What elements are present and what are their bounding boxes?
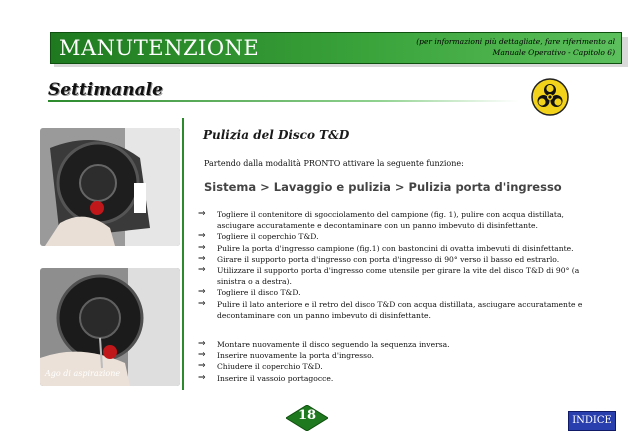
biohazard-icon xyxy=(531,78,569,116)
list-item xyxy=(198,299,593,321)
photo-caption: Ago di aspirazione xyxy=(45,369,121,378)
instrument-photo-2 xyxy=(40,268,180,386)
list-item xyxy=(198,361,593,372)
arrow-right-icon: ⇒ xyxy=(198,231,206,242)
step-text: Pulire il lato anteriore e il retro del disco T&D con acqua distillata, asciugare accuratamente e decontaminare con un panno imbevuto di disinfettante. xyxy=(217,299,583,320)
list-item xyxy=(198,339,593,350)
list-item xyxy=(198,254,593,265)
header-banner xyxy=(50,32,622,64)
list-item xyxy=(198,373,593,384)
list-item xyxy=(198,265,593,287)
section-divider xyxy=(48,100,518,102)
arrow-right-icon: ⇒ xyxy=(198,287,206,298)
arrow-right-icon: ⇒ xyxy=(198,361,206,372)
list-item xyxy=(198,231,593,242)
arrow-right-icon: ⇒ xyxy=(198,372,206,383)
instrument-photo-1 xyxy=(40,128,180,246)
arrow-right-icon: ⇒ xyxy=(198,209,206,219)
arrow-right-icon: ⇒ xyxy=(198,253,206,264)
steps-list-2 xyxy=(198,339,593,384)
step-text: Inserire il vassoio portagocce. xyxy=(217,373,334,383)
page-number-badge xyxy=(286,405,328,431)
steps-list-1 xyxy=(198,209,593,321)
manual-reference-note: (per informazioni più dettagliate, fare riferimento al Manuale Operativo - Capitolo 6) xyxy=(416,37,615,57)
menu-path: Sistema > Lavaggio e pulizia > Pulizia porta d'ingresso xyxy=(204,180,562,194)
arrow-right-icon: ⇒ xyxy=(198,298,206,309)
arrow-right-icon: ⇒ xyxy=(198,242,206,253)
content-vertical-rule xyxy=(182,118,184,390)
step-text: Inserire nuovamente la porta d'ingresso. xyxy=(217,351,374,361)
list-item xyxy=(198,350,593,361)
index-button[interactable]: INDICE xyxy=(568,411,616,431)
step-text: Pulire la porta d'ingresso campione (fig.1) con bastoncini di ovatta imbevuti di disinfettante. xyxy=(217,243,574,253)
section-heading: Settimanale xyxy=(48,80,163,100)
step-text: Togliere il coperchio T&D. xyxy=(217,232,319,242)
step-text: Montare nuovamente il disco seguendo la sequenza inversa. xyxy=(217,340,450,349)
step-text: Chiudere il coperchio T&D. xyxy=(217,362,323,372)
arrow-right-icon: ⇒ xyxy=(198,339,206,349)
arrow-right-icon: ⇒ xyxy=(198,265,206,276)
step-text: Girare il supporto porta d'ingresso con porta d'ingresso di 90° verso il basso ed estrarlo. xyxy=(217,254,560,264)
step-text: Togliere il disco T&D. xyxy=(217,288,301,298)
step-text: Utilizzare il supporto porta d'ingresso come utensile per girare la vite del disco T&D di 90° (a sinistra o a destra). xyxy=(217,266,580,287)
list-item xyxy=(198,209,593,231)
procedure-intro: Partendo dalla modalità PRONTO attivare la seguente funzione: xyxy=(204,159,464,168)
procedure-title: Pulizia del Disco T&D xyxy=(203,128,350,142)
page-number: 18 xyxy=(297,408,317,423)
list-item xyxy=(198,243,593,254)
arrow-right-icon: ⇒ xyxy=(198,350,206,361)
page-title: MANUTENZIONE xyxy=(59,36,260,60)
list-item xyxy=(198,287,593,298)
step-text: Togliere il contenitore di sgocciolamento del campione (fig. 1), pulire con acqua distillata, asciugare accuratamente e decontaminare con un panno imbevuto di disinfettante. xyxy=(217,210,564,231)
